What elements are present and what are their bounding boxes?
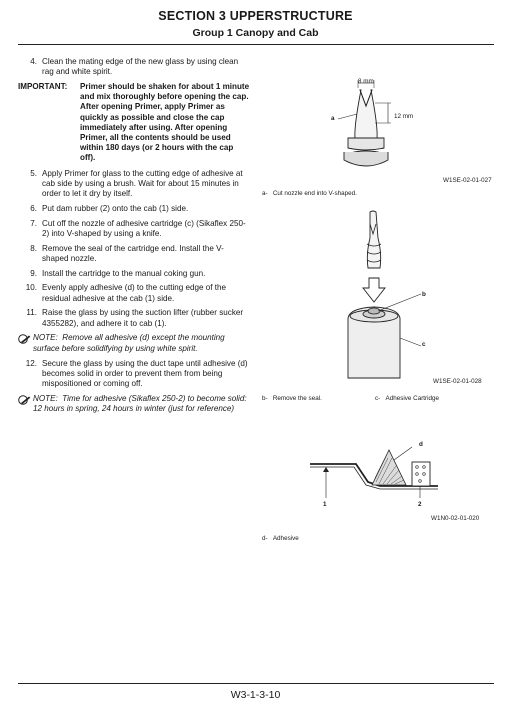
step-12: 12. Secure the glass by using the duct tape until adhesive (d) becomes solid in order to prevent them from being mispositioned or coming off. — [25, 358, 248, 389]
v-nozzle — [367, 211, 380, 268]
note-pencil-icon — [18, 333, 33, 353]
step-6: 6. Put dam rubber (2) onto the cab (1) side. — [30, 203, 189, 213]
nozzle-figure — [320, 76, 430, 176]
note-adhesive-time: NOTE: Time for adhesive (Sikaflex 250-2) to become solid: 12 hours in spring, 24 hours in winter (just for reference) — [18, 394, 250, 414]
dim-width-label: 8 mm — [358, 78, 374, 85]
step-11: 11. Raise the glass by using the suction lifter (rubber sucker 4355282), and adhere it to cab (1). — [26, 308, 244, 328]
note-pencil-icon — [18, 394, 33, 414]
fig3-code: W1N0-02-01-020 — [431, 515, 480, 522]
page-number: W3-1-3-10 — [230, 689, 281, 701]
down-arrow — [363, 278, 385, 302]
nozzle-tip — [355, 90, 377, 138]
step-5: 5. Apply Primer for glass to the cutting edge of adhesive at cab side by using a brush. Wait for about 15 minutes in order to let it dry by itself. — [30, 168, 243, 199]
label-b: b — [422, 291, 426, 298]
label-c: c — [422, 341, 426, 348]
step-7: 7. Cut off the nozzle of adhesive cartridge (c) (Sikaflex 250-2) into V-shaped by using a knife. — [30, 218, 246, 238]
step-10: 10. Evenly apply adhesive (d) to the cutting edge of the residual adhesive at the cab (1) side. — [25, 283, 227, 303]
adhesive-figure — [306, 436, 446, 516]
step-4: 4. Clean the mating edge of the new glass by using clean rag and white spirit. — [30, 57, 239, 77]
dim-height-label: 12 mm — [394, 113, 414, 120]
label-2: 2 — [418, 501, 422, 508]
instructions-column — [18, 57, 250, 419]
fig2-code: W1SE-02-01-028 — [433, 378, 482, 385]
caption-b: b- Remove the seal. — [262, 395, 322, 402]
label-1: 1 — [323, 501, 327, 508]
dam-rubber — [412, 462, 430, 486]
note-remove-adhesive: NOTE: Remove all adhesive (d) except the mounting surface before solidifying by using white spirit. — [18, 333, 250, 353]
label-a: a — [331, 115, 335, 122]
caption-c: c- Adhesive Cartridge — [375, 395, 440, 402]
step-8: 8. Remove the seal of the cartridge end. Install the V-shaped nozzle. — [30, 243, 224, 263]
important-notice: IMPORTANT: Primer should be shaken for about 1 minute and mix thoroughly before opening the cap. After opening Primer, apply Primer as quickly as possible and close the cap immediately after using. After opening Primer, all the contents should be used within 180 days (or 2 hours with the cap off). — [18, 82, 250, 163]
caption-a: a- Cut nozzle end into V-shaped. — [262, 190, 357, 197]
section-title: SECTION 3 UPPERSTRUCTURE — [158, 9, 353, 23]
fig1-code: W1SE-02-01-027 — [443, 177, 492, 184]
step-9: 9. Install the cartridge to the manual coking gun. — [30, 268, 206, 278]
header-rule — [18, 44, 494, 45]
footer-rule — [18, 683, 494, 684]
label-d: d — [419, 441, 423, 448]
group-title: Group 1 Canopy and Cab — [192, 27, 319, 39]
caption-d: d- Adhesive — [262, 535, 299, 542]
